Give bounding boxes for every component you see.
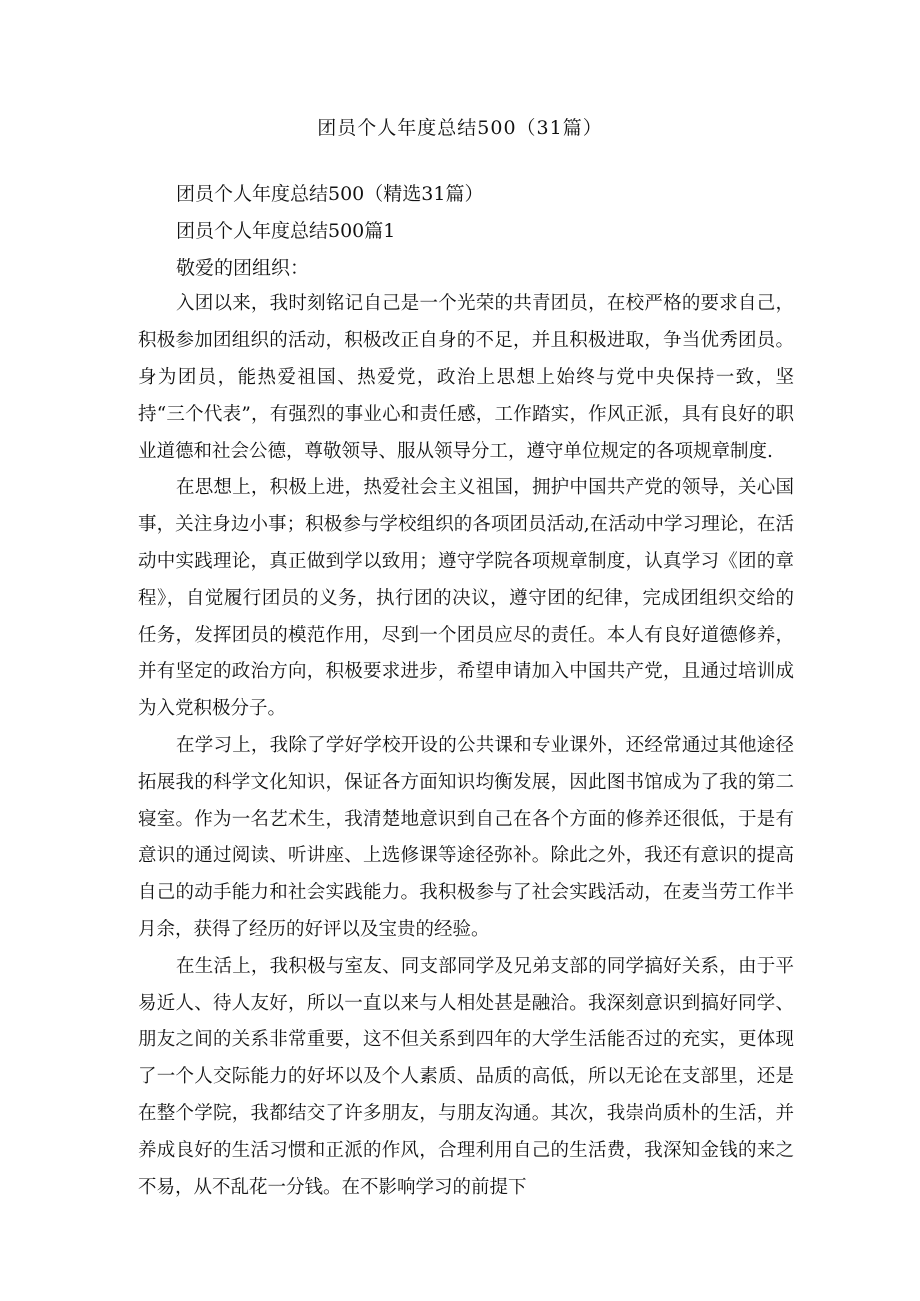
salutation: 敬爱的团组织：	[176, 256, 310, 279]
section-heading: 团员个人年度总结500篇1	[176, 219, 396, 242]
paragraph: 入团以来，我时刻铭记自己是一个光荣的共青团员，在校严格的要求自己，积极参加团组织的活动，积极改正自身的不足，并且积极进取，争当优秀团员。身为团员，能热爱祖国、热爱党，政治上思想上始终与党中央保持一致，坚持“三个代表”，有强烈的事业心和责任感，工作踏实，作风正派，具有良好的职业道德和社会公德，尊敬领导、服从领导分工，遵守单位规定的各项规章制度.	[138, 293, 794, 462]
document-title: 团员个人年度总结500（31篇）	[317, 117, 603, 139]
document-subtitle: 团员个人年度总结500（精选31篇）	[176, 183, 484, 205]
paragraph: 在学习上，我除了学好学校开设的公共课和专业课外，还经常通过其他途径拓展我的科学文化知识，保证各方面知识均衡发展，因此图书馆成为了我的第二寝室。作为一名艺术生，我清楚地意识到自己在各个方面的修养还很低，于是有意识的通过阅读、听讲座、上选修课等途径弥补。除此之外，我还有意识的提高自己的动手能力和社会实践能力。我积极参与了社会实践活动，在麦当劳工作半月余，获得了经历的好评以及宝贵的经验。	[138, 734, 794, 940]
document-body	[138, 176, 794, 1206]
paragraph: 在思想上，积极上进，热爱社会主义祖国，拥护中国共产党的领导，关心国事，关注身边小事；积极参与学校组织的各项团员活动,在活动中学习理论，在活动中实践理论，真正做到学以致用；遵守学院各项规章制度，认真学习《团的章程》，自觉履行团员的义务，执行团的决议，遵守团的纪律，完成团组织交给的任务，发挥团员的模范作用，尽到一个团员应尽的责任。本人有良好道德修养，并有坚定的政治方向，积极要求进步，希望申请加入中国共产党，且通过培训成为入党积极分子。	[138, 477, 794, 720]
paragraph: 在生活上，我积极与室友、同支部同学及兄弟支部的同学搞好关系，由于平易近人、待人友好，所以一直以来与人相处甚是融洽。我深刻意识到搞好同学、朋友之间的关系非常重要，这不但关系到四年的大学生活能否过的充实，更体现了一个人交际能力的好坏以及个人素质、品质的高低，所以无论在支部里，还是在整个学院，我都结交了许多朋友，与朋友沟通。其次，我崇尚质朴的生活，并养成良好的生活习惯和正派的作风，合理利用自己的生活费，我深知金钱的来之不易，从不乱花一分钱。在不影响学习的前提下	[138, 955, 794, 1198]
